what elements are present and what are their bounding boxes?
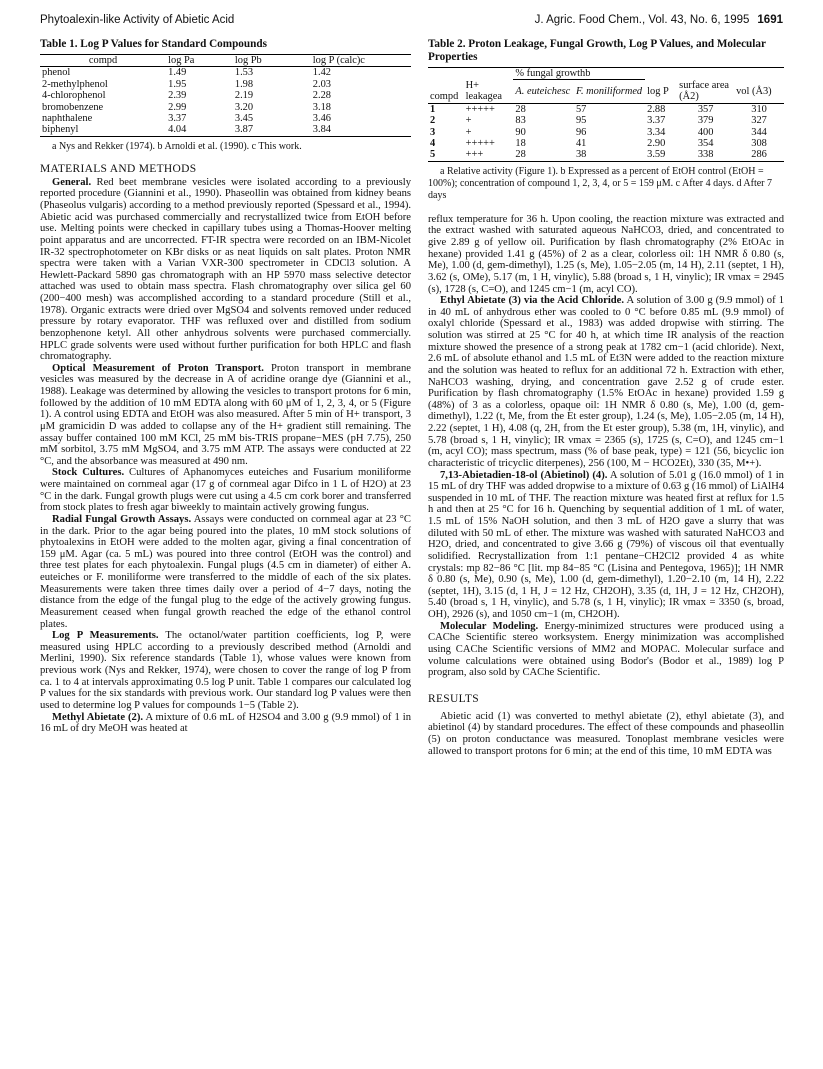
table-cell: 3.87	[233, 124, 311, 136]
table-cell: 28	[515, 103, 526, 115]
table-row	[428, 138, 784, 149]
table-cell: 1.95	[168, 78, 187, 90]
table-cell: 3.20	[234, 101, 254, 113]
paragraph-text: A solution of 3.00 g (9.9 mmol) of 1 in 40 mL of anhydrous ether was cooled to 0 °C before 0.85 mL (9.9 mmol) of oxalyl chloride (Spessard et al., 1983) was added dropwise with stirring. The solution was stirred at 25 °C for 40 h, at which time IR analysis of the reaction mixture showed the presence of a strong peak at 1782 cm−1 (acid chloride). Next, 2.6 mL of absolute ethanol and 1.5 mL of Et3N were added to the reaction mixture and the solution was heated to reflux for an additional 72 h. Extraction with ether, NaHCO3 washing, drying, and concentration gave 2.52 g of crude ester. Purification by flash chromatography (1.5% EtOAc in hexane) provided 1.59 g (48%) of 3 as a colorless, opaque oil: 1H NMR δ 0.80 (s, Me), 1.00 (d, gem-dimethyl), 1.22 (t, Me, from the Et ester group), 1.24 (s, Me), 1.05−2.05 (m, 14 H), 2.22 (septet, 1 H), 4.08 (q, 2H, from the Et ester group), 5.38 (m, 1H, vinylic), and 5.78 (broad s, 1 H, vinylic); IR νmax = 2365 (s), 1725 (s, C=O), and 1245 cm−1 (m, acyl CO); mass spectrum, mass (% of base peak, type) = 121 (56, bicyclic ion characteristic of tricyclic diterpenes), 256 (100, M − HCO2Et), 330 (35, M•+).	[428, 295, 784, 469]
table-cell: biphenyl	[40, 124, 166, 136]
table-row	[40, 67, 411, 79]
table-cell: 90	[515, 126, 526, 138]
table2-group-header: % fungal growthb	[513, 68, 645, 80]
table-cell: 95	[575, 115, 587, 127]
table-cell: +	[465, 126, 472, 138]
table-cell: 96	[575, 126, 587, 138]
table2-header-cell: A. euteichesc	[513, 80, 574, 103]
table1-header-cell: log Pb	[233, 55, 311, 67]
table-cell: 2.03	[312, 78, 331, 90]
paragraph	[428, 470, 784, 621]
table2-footnote: a Relative activity (Figure 1). b Expressed as a percent of EtOH control (EtOH = 100%); concentration of compound 1, 2, 3, 4, or 5 = 159 μM. c After 4 days. d After 7 days	[428, 165, 772, 201]
paragraph	[428, 711, 784, 758]
table-cell: 1.98	[234, 78, 254, 90]
table-cell: 3.84	[311, 124, 411, 136]
run-in-heading: Log P Measurements.	[52, 630, 159, 642]
journal-name: J. Agric. Food Chem., Vol. 43, No. 6, 1995	[534, 14, 750, 26]
table-cell: 1.53	[234, 67, 254, 79]
table-cell: +	[465, 115, 472, 127]
table1-caption: Table 1. Log P Values for Standard Compounds	[40, 38, 267, 50]
run-in-heading: Stock Cultures.	[52, 467, 125, 479]
table-cell: 1.42	[312, 67, 331, 79]
run-in-heading: 7,13-Abietadien-18-ol (Abietinol) (4).	[440, 469, 608, 481]
paragraph	[428, 214, 784, 295]
table-cell: 3.37	[168, 113, 187, 125]
table-row	[40, 113, 411, 124]
table-cell: 4	[430, 137, 436, 149]
paragraph	[40, 514, 411, 630]
run-in-heading: Methyl Abietate (2).	[52, 711, 144, 723]
table-cell: 2.39	[168, 90, 187, 102]
table2-header-cell: F. moniliformed	[574, 80, 645, 103]
table-cell: 308	[751, 137, 767, 149]
table-cell: 2-methylphenol	[42, 78, 108, 90]
table1-footnote: a Nys and Rekker (1974). b Arnoldi et al. (1990). c This work.	[52, 140, 302, 152]
table-row	[40, 102, 411, 113]
table1-header-cell: log Pa	[166, 55, 233, 67]
paragraph	[428, 621, 784, 679]
table-cell: 2.19	[234, 90, 254, 102]
table-cell: 3.34	[647, 126, 666, 138]
table-row	[40, 79, 411, 90]
paragraph-text: Red beet membrane vesicles were isolated according to a previously reported procedure (Giannini et al., 1990). Phaseollin was obtained from kidney beans (Phaseolus vulgaris) according to a method previously reported (Spessard et al., 1994). Abietic acid was purchased commercially and recrystallized twice from EtOH before use. Melting points were checked in capillary tubes using a Thomas-Hoover melting point apparatus and are uncorrected. FT-IR spectra were recorded on an IBM-Nicolet IR-32 spectrophotometer on KBr disks or as neat liquids on salt plates. Proton NMR spectra were taken with a Varian VXR-300 spectrometer in CDCl3 solution. A Hewlett-Packard 5890 gas chromatograph with an HP 5970 mass selective detector attached was used to obtain mass spectra. Flash chromatography over silica gel 60 (200−400 mesh) was accomplished according to a standard procedure (Still et al., 1978). Organic extracts were dried over MgSO4 and solvents removed under reduced pressure by rotary evaporator. THF was refluxed over and distilled from sodium benzophenone ketyl. All other anhydrous solvents were purchased commercially. HPLC grade solvents were used without further purification for both HPLC and flash chromatography.	[40, 176, 411, 363]
table-cell: 2.28	[312, 90, 331, 102]
table1-header-cell: compd	[40, 55, 166, 67]
table-cell: 3.45	[234, 113, 254, 125]
run-in-heading: Optical Measurement of Proton Transport.	[52, 362, 264, 374]
paragraph-text: A solution of 5.01 g (16.0 mmol) of 1 in 15 mL of dry THF was added dropwise to a mixture of 0.63 g (16 mmol) of LiAlH4 suspended in 10 mL of THF. The reaction mixture was heated first at reflux for 1.5 h and then at 25 °C for 16 h. Quenching by sequential addition of 1 mL of water, 1.5 mL of 15% NaOH solution, and then 3 mL of H2O gave a slurry that was diluted with 50 mL of ether. The mixture was washed with saturated NaHCO3 and H2O, dried, and concentrated to give 3.66 g (79%) of viscous oil that eventually solidified. Recrystallization from 1:1 pentane−CH2Cl2 provided 4 as white crystals: mp 82−86 °C [lit. mp 84−85 °C (Lisina and Pentegova, 1965)]; 1H NMR δ 0.80 (s, Me), 0.90 (s, Me), 1.00 (d, gem-dimethyl), 1.20−2.10 (m, 14 H), 2.22 (septet, 1H), 3.15 (d, 1 H, J = 12 Hz, CH2OH), 3.35 (d, 1H, J = 12 Hz, CH2OH), 5.40 (broad s, 1 H, vinylic), and 5.78 (s, 1 H, vinylic); IR νmax = 3350 (s, broad, OH), 2926 (s), and 1050 cm−1 (m, CH2OH).	[428, 469, 785, 620]
table-cell: 286	[734, 149, 784, 161]
table-cell: +++++	[465, 137, 495, 149]
paragraph	[40, 363, 411, 468]
table-cell: 327	[751, 115, 767, 127]
table-cell: 18	[515, 137, 526, 149]
paragraph-text: A mixture of 0.6 mL of H2SO4 and 3.00 g (9.9 mmol) of 1 in 16 mL of dry MeOH was heated at	[40, 711, 411, 735]
paragraph	[428, 295, 784, 469]
table-cell: 3.37	[647, 115, 666, 127]
table-cell: 2.99	[168, 101, 187, 113]
table-cell: +++++	[465, 103, 495, 115]
table-cell: 5	[428, 149, 464, 161]
table2-header-cell: vol (Å3)	[734, 80, 784, 103]
table-cell: 3	[430, 126, 436, 138]
paragraph	[40, 467, 411, 514]
paragraph-text: Proton transport in membrane vesicles was measured by the decrease in A of acridine orange dye (Giannini et al., 1988). Leakage was determined by allowing the vesicles to transport protons for 6 min, followed by the addition of 10 mM EDTA along with 60 μM of 1, 2, 3, 4, or 5 (Figure 1). A control using EDTA and EtOH was also measured. After 5 min of H+ transport, 3 μM gramicidin D was added to collapse any of the H+ gradient still remaining. The assay buffer contained 100 mM KCl, 25 mM bis-TRIS propane−MES (pH 7.75), 250 mM sorbitol, 3.75 mM MgSO4, and 3.75 mM ATP. The assays were conducted at 22 °C, and the absorbance was measured at 490 nm.	[40, 362, 411, 467]
table-cell: 1	[430, 103, 436, 115]
paragraph-text: The octanol/water partition coefficients, log P, were measured using HPLC according to a previously described method (Arnoldi and Merlini, 1990). Six reference standards (Table 1), whose values were known from previous work (Nys and Rekker, 1974), were chosen to cover the range of log P from ca. 1 to 4 at intervals approximating 0.5 log P unit. Table 1 compares our calculated log P values for the six standards with previous work. Our standard log P values were then used to determine log P values for compounds 1−5 (Table 2).	[40, 630, 411, 711]
paragraph	[40, 712, 411, 735]
paragraph-text: Abietic acid (1) was converted to methyl abietate (2), ethyl abietate (3), and abietinol (4) by standard procedures. The effect of these compounds and phaseollin (5) on proton conductance was measured. Tonoplast membrane vesicles were allowed to transport protons for 6 min; at the end of this time, 10 mM EDTA was	[428, 710, 784, 757]
table-cell: 357	[697, 103, 714, 115]
journal-citation	[535, 14, 783, 26]
table-cell: 3.59	[645, 149, 677, 161]
table-cell: 338	[677, 149, 734, 161]
table-cell: phenol	[42, 67, 71, 79]
table-cell: 310	[751, 103, 767, 115]
table-row	[428, 103, 784, 115]
page-number: 1691	[757, 14, 783, 26]
paragraph-text: Assays were conducted on cornmeal agar at 23 °C in the dark. Prior to the agar being poured into the plates, 10 mM stock solutions of phytoalexins in EtOH were added to the molten agar, giving a final concentration of 159 μM. Agar (ca. 5 mL) was poured into three control (EtOH was the control) and three test plates for each phytoalexin. Fungal plugs (4.5 cm in diameter) of either A. euteiches or F. moniliforme were transferred to the middle of each of the six plates. Measurements were taken three times daily over a period of 4−7 days, noting the distance from the edge of the fungal plug to the edge of the actively growing fungus. Measurement ceased when fungal growth reached the edge of the ethanol control plates.	[40, 513, 411, 630]
table2	[428, 67, 784, 162]
left-column	[40, 38, 411, 735]
table-cell: 379	[697, 115, 714, 127]
right-column	[428, 38, 784, 757]
table2-header-cell: H+ leakagea	[464, 80, 514, 103]
table-cell: 2	[430, 115, 436, 127]
paragraph-text: reflux temperature for 36 h. Upon cooling, the reaction mixture was extracted and the extract washed with saturated aqueous NaHCO3, dried, and concentrated to give 2.89 g of yellow oil. Purification by flash chromatography (2% EtOAc in hexane) provided 1.41 g (45%) of 2 as a clear, colorless oil: 1H NMR δ 0.80 (s, Me), 1.00 (d, gem-dimethyl), 1.25 (s, Me), 1.05−2.05 (m, 14 H), 2.11 (septet, 1 H), 3.62 (s, OMe), 5.17 (m, 1 H, vinylic), 5.88 (broad s, 1 H, vinylic); IR νmax = 2945 (s), 1728 (s, C=O), and 1245 cm−1 (m, acyl CO).	[428, 213, 784, 295]
table2-header-cell: compd	[428, 80, 464, 103]
table-row	[40, 124, 411, 136]
running-head	[40, 14, 783, 32]
paragraph	[40, 630, 411, 711]
table-cell: 400	[697, 126, 714, 138]
table-cell: 1.49	[168, 67, 187, 79]
section-heading-results: RESULTS	[428, 692, 479, 705]
run-in-heading: Ethyl Abietate (3) via the Acid Chloride.	[440, 295, 625, 307]
table1-header-cell: log P (calc)c	[311, 55, 411, 67]
table1	[40, 54, 411, 137]
table-row	[40, 90, 411, 101]
table2-header-cell: log P	[645, 80, 677, 103]
table-cell: 3.18	[312, 101, 331, 113]
table-row	[428, 115, 784, 126]
table-cell: 2.90	[647, 137, 666, 149]
paragraph-text: Cultures of Aphanomyces euteiches and Fusarium moniliforme were maintained on cornmeal agar (17 g of cornmeal agar Difco in 1 L of H2O) at 23 °C in the dark. Fungal growth plugs were cut using a 4.5 cm cork borer and transferred from stock plates to fresh agar biweekly to maintain actively growing fungus.	[40, 467, 411, 514]
table-cell: 2.88	[647, 103, 666, 115]
table-cell: 57	[575, 103, 587, 115]
table-cell: 3.46	[312, 113, 331, 125]
table-cell: 4.04	[166, 124, 233, 136]
running-title: Phytoalexin-like Activity of Abietic Acid	[40, 14, 235, 26]
table-cell: 38	[574, 149, 645, 161]
table-cell: 4-chlorophenol	[42, 90, 106, 102]
table2-header-cell: surface area (Å2)	[677, 80, 734, 103]
section-heading-methods: MATERIALS AND METHODS	[40, 162, 197, 175]
run-in-heading: Radial Fungal Growth Assays.	[52, 513, 192, 525]
table-cell: naphthalene	[42, 113, 93, 125]
paragraph	[40, 177, 411, 363]
table-cell: 83	[515, 115, 526, 127]
paragraph-text: Energy-minimized structures were produced using a CAChe Scientific stereo worksystem. Energy minimization was accomplished using CAChe Scientific versions of MM2 and MOPAC. Molecular surface and volume calculations were obtained using Bodor's (Bodor et al., 1989) log P program, also sold by CAChe Scientific.	[428, 620, 784, 679]
table-row	[428, 127, 784, 138]
table-cell: 41	[575, 137, 587, 149]
table-row	[428, 149, 784, 161]
table-cell: bromobenzene	[42, 101, 104, 113]
run-in-heading: Molecular Modeling.	[440, 620, 539, 632]
table-cell: 354	[697, 137, 714, 149]
table-cell: +++	[464, 149, 514, 161]
table-cell: 344	[751, 126, 767, 138]
table-cell: 28	[513, 149, 574, 161]
table2-caption: Table 2. Proton Leakage, Fungal Growth, Log P Values, and Molecular Properties	[428, 38, 766, 63]
run-in-heading: General.	[52, 176, 92, 188]
